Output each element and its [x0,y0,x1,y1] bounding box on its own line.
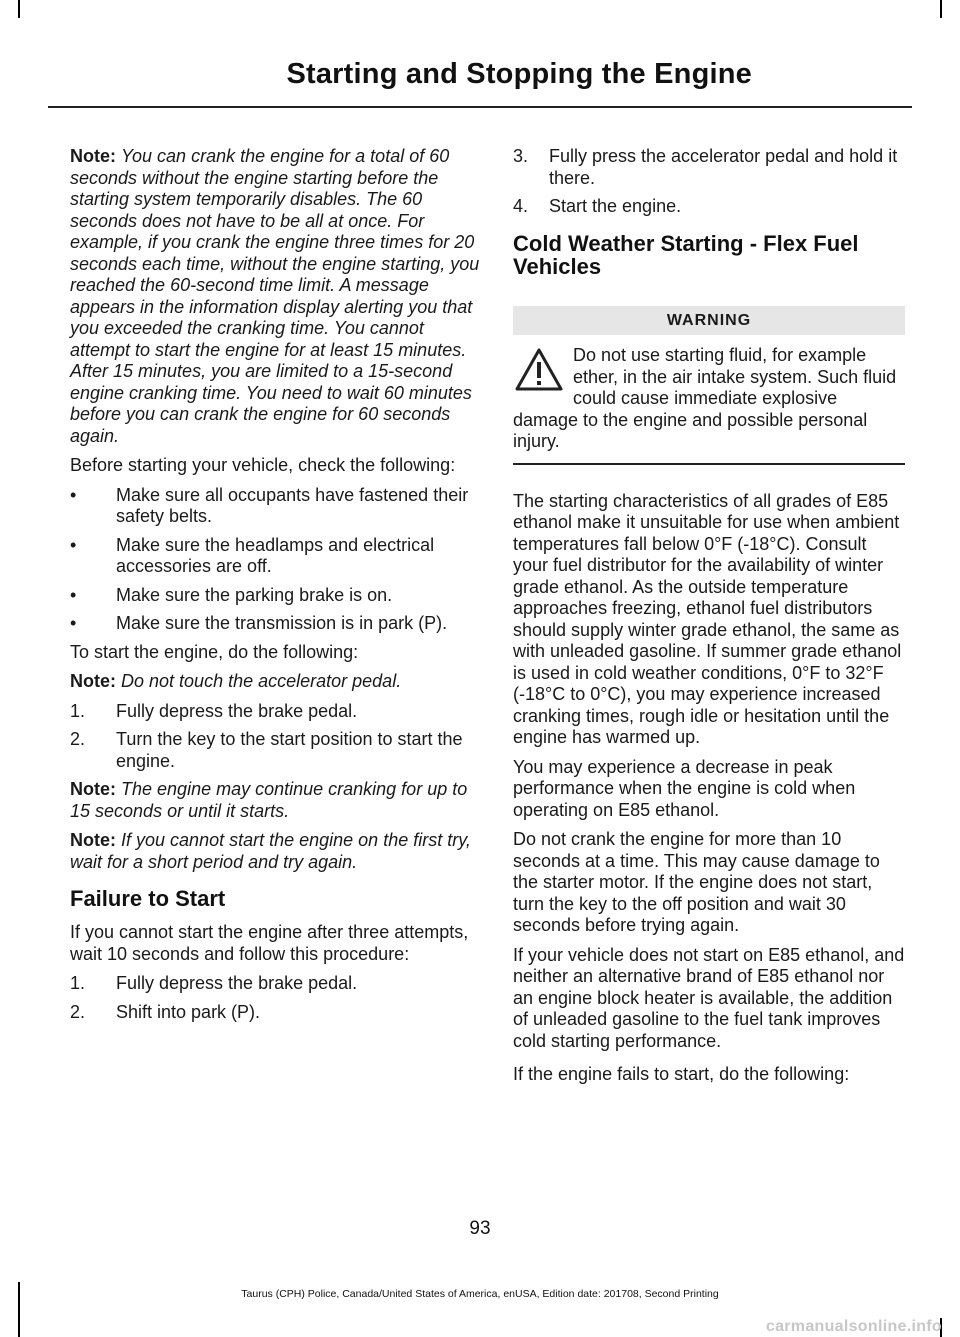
note-continue-cranking [70,779,482,822]
step-number: 2. [70,1001,86,1022]
cold-weather-heading: Cold Weather Starting - Flex Fuel Vehicles [513,230,859,279]
step-text: Turn the key to the start position to start the engine. [116,729,463,771]
bullet-text: Make sure the transmission is in park (P). [116,613,448,633]
bullet-text: Make sure all occupants have fastened their safety belts. [116,484,469,526]
note-label: Note: [70,146,116,166]
paragraph: The starting characteristics of all grades of E85 ethanol make it unsuitable for use when ambient temperatures fall below 0°F (-18°C). Consult your fuel distributor for the availability of winter grade ethanol. As the outside temperature approaches freezing, ethanol fuel distributors should supply winter grade ethanol, the same as with unleaded gasoline. If summer grade ethanol is used in cold weather conditions, 0°F to 32°F (-18°C to 0°C), you may experience increased cranking times, rough idle or hesitation until the engine has warmed up. [513,490,902,747]
bullet-text: Make sure the parking brake is on. [116,584,393,605]
step-text: Fully depress the brake pedal. [116,973,358,993]
paragraph: Do not crank the engine for more than 10 seconds at a time. This may cause damage to the starter motor. If the engine does not start, turn the key to the off position and wait 30 seconds before trying again. [513,829,880,935]
bullet-glyph: • [70,613,77,633]
note-accelerator [70,671,482,693]
list-item [513,196,905,218]
crop-mark-top-right [940,0,942,18]
note-text: The engine may continue cranking for up to 15 seconds or until it starts. [70,779,468,821]
step-number: 4. [513,196,529,216]
list-item [70,535,482,578]
list-item [70,701,482,723]
step-text: Start the engine. [549,196,682,216]
failure-intro: If you cannot start the engine after three attempts, wait 10 seconds and follow this procedure: [70,922,469,964]
note-text: If you cannot start the engine on the first try, wait for a short period and try again. [70,830,471,872]
note-cranking-limit [70,146,482,447]
list-item [70,729,482,772]
paragraph: If the engine fails to start, do the following: [513,1064,850,1084]
warning-triangle-icon [513,345,565,393]
step-text: Fully press the accelerator pedal and hold it there. [549,146,898,188]
list-item [513,146,905,189]
bullet-glyph: • [70,534,77,555]
step-text: Shift into park (P). [116,1001,261,1022]
step-text: Fully depress the brake pedal. [116,700,358,721]
note-label: Note: [70,671,116,691]
start-intro: To start the engine, do the following: [70,641,359,662]
note-text: You can crank the engine for a total of 60 seconds without the engine starting before the starting system temporarily disables. The 60 seconds does not have to be all at once. For example, if you crank the engine three times for 20 seconds each time, without the engine starting, you reached the 60-second time limit. A message appears in the information display alerting you that you exceeded the cranking time. You cannot attempt to start the engine for at least 15 minutes. After 15 minutes, you are limited to a 15-second engine cranking time. You need to wait 60 minutes before you can crank the engine for 60 seconds again. [70,146,480,446]
note-label: Note: [70,779,116,799]
paragraph: You may experience a decrease in peak performance when the engine is cold when operating on E85 ethanol. [513,756,856,820]
bullet-glyph: • [70,484,77,505]
header-divider [48,106,912,108]
list-item [70,1002,482,1024]
bullet-glyph: • [70,584,77,605]
warning-title: WARNING [513,306,905,336]
warning-body [513,345,905,453]
footer-text: Taurus (CPH) Police, Canada/United States of America, enUSA, Edition date: 201708, Second Printing [241,1288,719,1300]
note-text: Do not touch the accelerator pedal. [121,671,402,691]
note-first-try [70,830,482,873]
bullet-text: Make sure the headlamps and electrical accessories are off. [116,534,435,576]
list-item [70,585,482,607]
page-title: Starting and Stopping the Engine [286,58,752,90]
watermark: carmanualsonline.info [765,1318,942,1335]
check-intro: Before starting your vehicle, check the following: [70,455,456,475]
left-column [70,146,482,1030]
note-label: Note: [70,830,116,850]
paragraph: If your vehicle does not start on E85 ethanol, and neither an alternative brand of E85 ethanol nor an engine block heater is available, the addition of unleaded gasoline to the fuel tank improves cold starting performance. [513,944,905,1051]
list-item [70,485,482,528]
failure-heading: Failure to Start [70,886,226,911]
step-number: 2. [70,729,86,749]
page-number: 93 [469,1218,491,1239]
step-number: 1. [70,700,86,721]
list-item [70,613,482,635]
warning-text: Do not use starting fluid, for example ether, in the air intake system. Such fluid could cause immediate explosive damage to the engine and possible personal injury. [513,345,897,451]
step-number: 3. [513,146,529,166]
warning-divider [513,463,905,465]
right-column [513,146,905,1094]
step-number: 1. [70,973,86,993]
crop-mark-top-left [18,0,20,18]
list-item [70,973,482,995]
